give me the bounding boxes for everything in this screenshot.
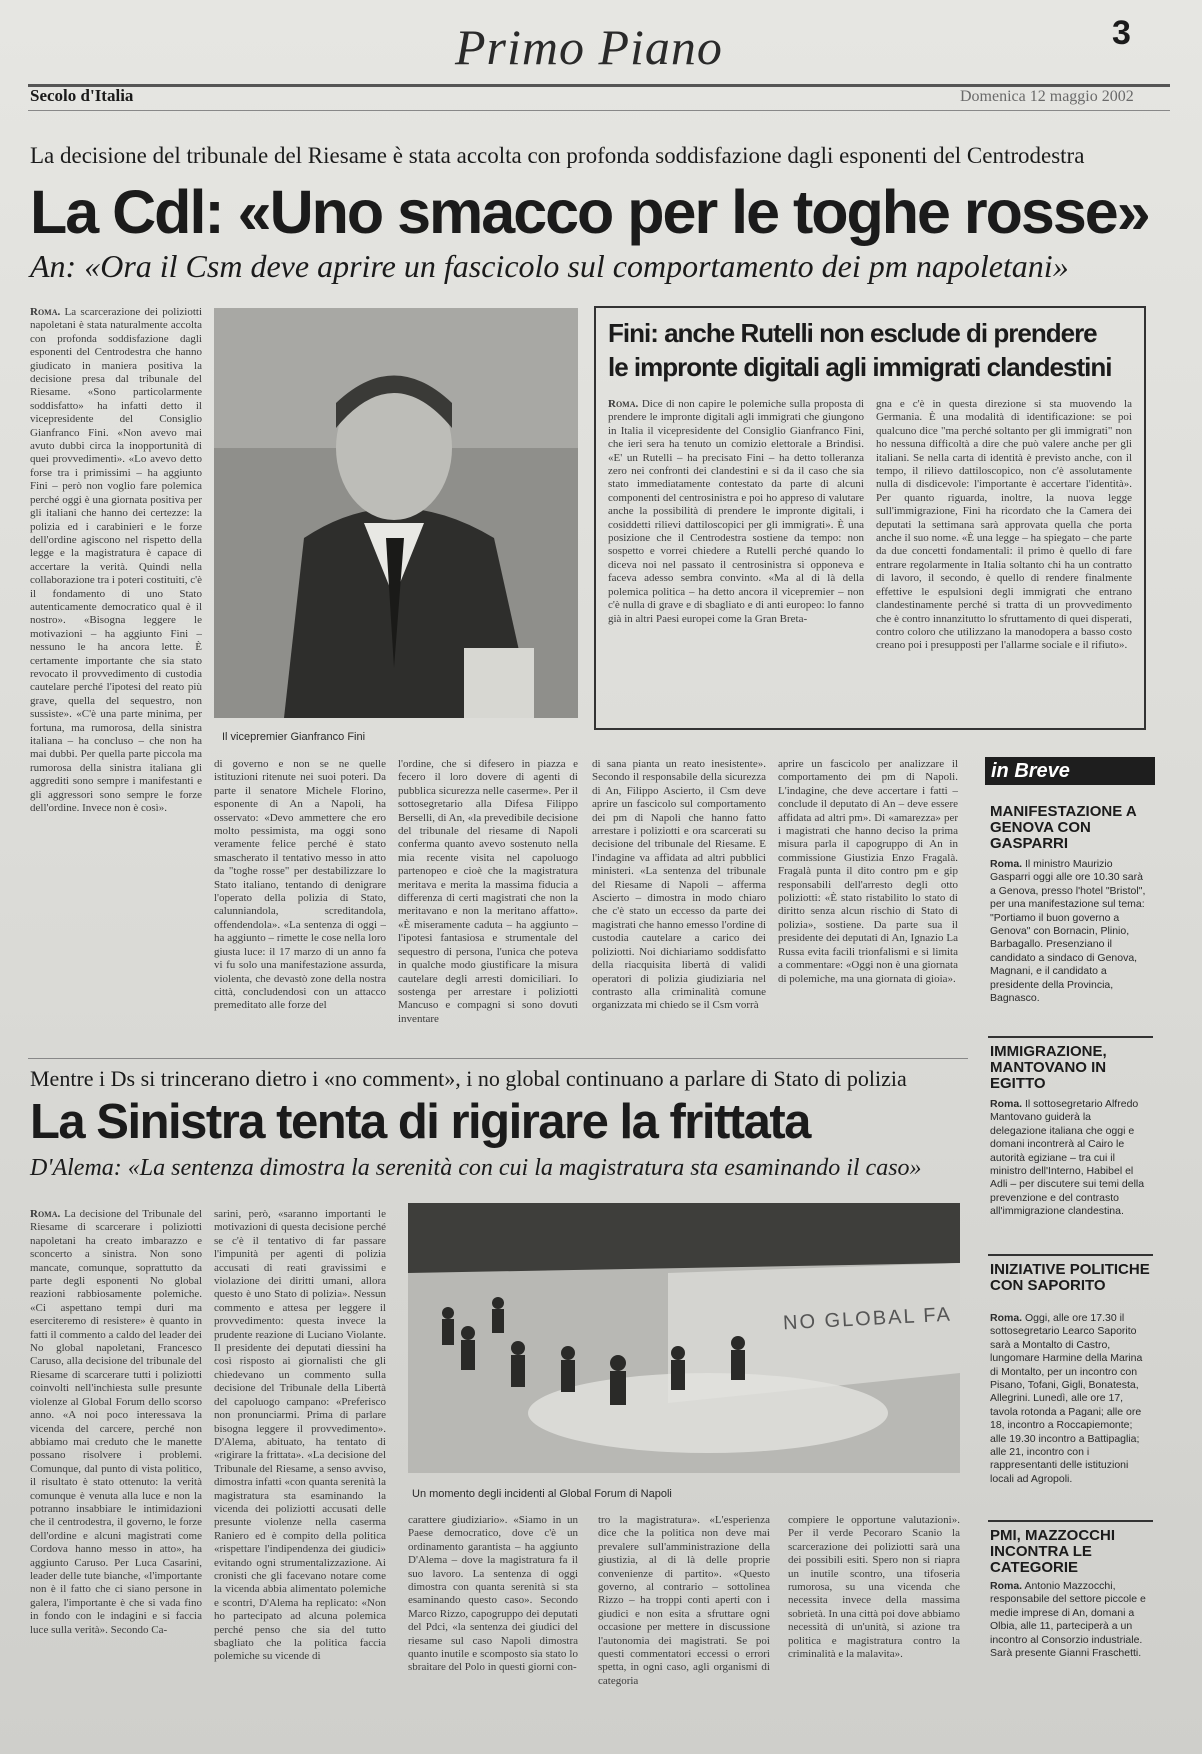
page-number: 3 [1112, 14, 1131, 52]
brief-title-2: IMMIGRAZIONE, MANTOVANO IN EGITTO [990, 1043, 1107, 1092]
banner-text: NO GLOBAL FA [782, 1303, 953, 1335]
box-column-2 [876, 398, 1132, 716]
brief-title-3: INIZIATIVE POLITICHE CON SAPORITO [990, 1261, 1150, 1294]
second-story-rule [28, 1058, 968, 1059]
issue-date: Domenica 12 maggio 2002 [960, 88, 1134, 105]
second-subhead: D'Alema: «La sentenza dimostra la serenità con cui la magistratura sta esaminando il caso» [30, 1155, 922, 1181]
brief-text-1 [990, 858, 1150, 1028]
lead-col1-text: La scarcerazione dei poliziotti napoletani è stata naturalmente accolta con profonda soddisfazione dagli esponenti del Centrodestra che hanno giudicato in maniera positiva la decisione presa dal tribunale del Riesame. «Sono particolarmente soddisfatto» ha infatti detto il vicepresidente del Consiglio Gianfranco Fini. «Non avevo mai avuto dubbi circa la inopportunità di quei provvedimenti». «Lo avevo detto forse tra i primissimi – ha aggiunto Fini – però non voglio fare polemica perché oggi è una giornata positiva per gli italiani che hanno dei certezze: la polizia ed i carabinieri e le forze dell'ordine agiscono nel rispetto della legge e la magistratura è capace di accertare la verità. Quindi nella collaborazione tra i poteri costituiti, c'è il fondamento di uno Stato autenticamente democratico qual è il nostro». «Bisogna leggere le motivazioni – ha aggiunto Fini – nessuno le ha ancora lette. È certamente importante che sia stato revocato il provvedimento di custodia cautelare perché l'ipotesi del reato più grave, quella del sequestro, non sussiste». «C'è una parte minima, per fortuna, ma rumorosa, della sinistra italiana – ha concluso – che non ha mai dubbi. Per quella parte piccola ma rumorosa della sinistra italiana gli aggrediti sono sempre i manifestanti e gli aggressori sono sempre le forze dell'ordine. Invece non è così». [30, 306, 202, 815]
riot-photo [408, 1203, 960, 1473]
brief-dateline-1: Roma. [990, 858, 1023, 870]
brief-rule-3 [988, 1520, 1153, 1522]
paper-name: Secolo d'Italia [30, 86, 134, 105]
masthead-rule [28, 84, 1170, 87]
second-column-5 [788, 1514, 960, 1738]
brief-dateline-3: Roma. [990, 1312, 1023, 1324]
lead-kicker: La decisione del tribunale del Riesame è stata accolta con profonda soddisfazione dagli esponenti del Centrodestra [30, 143, 1085, 168]
second-column-4 [598, 1514, 770, 1738]
brief-dateline-2: Roma. [990, 1098, 1023, 1110]
brief-text-4 [990, 1580, 1150, 1730]
lead-col5-text: di sana pianta un reato inesistente». Secondo il responsabile della sicurezza di An, Filippo Ascierto, il Csm deve aprire un fascicolo sul comportamento dei pm di Napoli che hanno fatto arrestare i poliziotti e ora scarcerati su decisione del tribunale del Riesame. E l'indagine va affidata ad altri pubblici ministeri. «La sentenza del tribunale del Riesame di Napoli – afferma Ascierto – dimostra in modo chiaro che c'è stato un eccesso da parte dei magistrati che hanno emesso l'ordine di custodia cautelare a carico dei poliziotti. Noi dichiariamo soddisfatto della riacquisita libertà di validi operatori di polizia giudiziaria nel contrasto alla criminalità comune organizzata mi chiedo se il Csm vorrà [592, 758, 766, 1012]
riot-photo-caption: Un momento degli incidenti al Global Forum di Napoli [412, 1488, 672, 1500]
second-col4-text: tro la magistratura». «L'esperienza dice che la politica non deve mai prevalere sull'amministrazione della giustizia, al di là delle proprie convenienze di partito». «Questo governo, al contrario – sottolinea Rizzo – ha troppi conti aperti con i giudici e non esita a sfruttare ogni occasione per mettere in discussione l'autonomia dei magistrati. Se poi questi commentatori eccessi o errori spetta, in ogni caso, agli organismi di categoria [598, 1514, 770, 1687]
second-kicker: Mentre i Ds si trincerano dietro i «no comment», i no global continuano a parlare di Stato di polizia [30, 1066, 907, 1091]
lead-subhead: An: «Ora il Csm deve aprire un fascicolo sul comportamento dei pm napoletani» [30, 248, 1069, 284]
second-column-2 [214, 1208, 386, 1738]
brief-body-1: Il ministro Maurizio Gasparri oggi alle ore 10.30 sarà a Genova, presso l'hotel "Bristol", per una manifestazione sul tema: "Portiamo il buon governo a Genova" con Bornacin, Plinio, Barbagallo. Presenziano il candidato a sindaco di Genova, Magnani, e il candidato a presidente della Provincia, Bagnasco. [990, 858, 1146, 1005]
brief-body-3: Oggi, alle ore 17.30 il sottosegretario Learco Saporito sarà a Montalto di Castro, lungomare Harmine della Marina di Montalto, per un incontro con Pisano, Tofani, Gigli, Bonatesta, Allegrini. Lunedì, alle ore 17, tavola rotonda a Pagani; alle ore 18, incontro a Roccapiemonte; alle 19.30 incontro a Battipaglia; alle 21, incontro con i rappresentanti delle istituzioni locali ad Agropoli. [990, 1312, 1143, 1485]
brief-text-2 [990, 1098, 1150, 1248]
second-headline: La Sinistra tenta di rigirare la frittata [30, 1095, 810, 1149]
brief-title-4: PMI, MAZZOCCHI INCONTRA LE CATEGORIE [990, 1527, 1115, 1576]
lead-col4-text: l'ordine, che si difesero in piazza e fecero il loro dovere di agenti di pubblica sicurezza nelle caserme». Per il sottosegretario alla Difesa Filippo Berselli, di An, «la prevedibile decisione del tribunale del riesame di Napoli conferma quanto avevo sostenuto nella mia recente visita nel capoluogo partenopeo e cioè che la magistratura meritava e merita la massima fiducia a differenza di certi magistrati che non la meritavano e non la meritano affatto». «È miseramente caduta – ha aggiunto – l'ipotesi fantasiosa e strumentale del sequestro di persona, l'unica che poteva in qualche modo giustificare la misura cautelare degli arresti domiciliari. Io sostenga per arrestare i poliziotti Mancuso e compagni si sono dovuti inventare [398, 758, 578, 1025]
second-col5-text: compiere le opportune valutazioni». Per il verde Pecoraro Scanio la scarcerazione dei poliziotti sarà una dei possibili esiti. Spero non si riapra un inutile scontro, una tifoseria rumorosa, su una vicenda che necessita invece della massima sobrietà. In una città poi dove abbiamo necessità di un'unità, si azione tra politica e magistratura contro la criminalità e la malavita». [788, 1514, 960, 1661]
second-col2-text: sarini, però, «saranno importanti le motivazioni di questa decisione perché se c'è il tentativo di far passare l'impunità per agenti di polizia accusati di reati gravissimi e violazione dei diritti umani, allora questo è uno Stato di polizia». Nessun commento e attesa per leggere il provvedimento: questa invece la prudente reazione di Luciano Violante. Il presidente dei deputati diessini ha così risposto ai giornalisti che gli chiedevano un commento sulla decisione del Tribunale della Libertà del capoluogo campano: «Preferisco non pronunciarmi. Prima di parlare bisogna leggere il provvedimento». D'Alema, abituato, ha tentato di «rigirare la frittata». «La decisione del Tribunale del Riesame, a senso avviso, dimostra infatti «con quanta serenità la magistratura sta esaminando la vicenda dei poliziotti accusati delle presunte violenze nella caserma Raniero ed è compito della politica «rispettare l'indipendenza dei giudici» evitando ogni strumentalizzazione. Ai cronisti che gli facevano notare come la vicenda abbia alimentato polemiche e scontri, D'Alema ha replicato: «Non ho partecipato ad alcuna polemica perché penso che sia del tutto sbagliato che la politica faccia polemiche su vicende di [214, 1208, 386, 1663]
box-title-line-1: Fini: anche Rutelli non esclude di prendere [608, 318, 1097, 348]
fini-photo-caption: Il vicepremier Gianfranco Fini [222, 731, 366, 743]
second-col3-text: carattere giudiziario». «Siamo in un Paese democratico, dove c'è un ordinamento garantista – ha aggiunto D'Alema – dove la magistratura fa il suo lavoro. La sentenza di oggi dimostra con quanta serenità si sta esaminando questo caso». Secondo Marco Rizzo, capogruppo dei deputati del Pdci, «la sentenza dei giudici del riesame sul caso Napoli dimostra quanto inutile e scomposto sia stato lo sbraitare del Polo in questi giorni con- [408, 1514, 578, 1674]
lead-column-1 [30, 306, 202, 1048]
lead-column-5 [592, 758, 766, 1048]
brief-text-3 [990, 1312, 1150, 1512]
riot-illustration [408, 1203, 960, 1473]
lead-column-6 [778, 758, 958, 1048]
section-title: Primo Piano [455, 19, 723, 75]
second-col1-text: La decisione del Tribunale del Riesame di scarcerare i poliziotti napoletani ha creato imbarazzo e sconcerto a sinistra. Non sono mancate, comunque, soprattutto da parte degli esponenti No global reazioni rabbiosamente polemiche. «Ci aspettano tempi duri ma eserciteremo di resistere» è quanto in fatti il commento a caldo del leader dei No global napoletani, Francesco Caruso, alla decisione del tribunale del Riesame di scarcerare tutti i poliziotti coinvolti nell'inchiesta sulle presunte violenze al Global Forum dello scorso anno. «A noi poco interessava la vicenda del carcere, perché non abbiamo mai creduto che le manette possano risolvere i problemi. Comunque, dal punto di vista politico, il risultato è stato ottenuto: la verità comunque è venuta alla luce e non la potranno insabbiare le intimidazioni che il centrodestra, il governo, le forze dell'ordine e alcuni magistrati come Cordova hanno messo in atto», ha aggiunto Caruso. Per Luca Casarini, leader delle tute bianche, «l'importante non è il fatto che ci siano persone in galera, l'importante è che si vada fino in fondo con le indagini e si faccia luce sulla verità». Secondo Ca- [30, 1208, 202, 1636]
box-story [594, 306, 1146, 730]
lead-column-3 [214, 758, 386, 1048]
brief-body-2: Il sottosegretario Alfredo Mantovano guiderà la delegazione italiana che oggi e domani incontrerà al Cairo le autorità egiziane – tra cui il ministro dell'Interno, Habibel el Adli – per discutere sui temi della prevenzione e del contrasto all'immigrazione clandestina. [990, 1098, 1145, 1218]
brief-title-1: MANIFESTAZIONE A GENOVA CON GASPARRI [990, 803, 1137, 852]
lead-col6-text: aprire un fascicolo per analizzare il comportamento dei pm di Napoli. L'indagine, che deve accertare i fatti – conclude il deputato di An – deve essere affidata ad altri pm». Di «amarezza» per i magistrati che hanno deciso la prima misura parla il capogruppo di An in commissione Giustizia Enzo Fragalà. Fragalà punta il dito contro pm e gip responsabili dell'arresto degli otto poliziotti: «È stato ristabilito lo stato di diritto senza alcun rischio di Stato di polizia», sostiene. Da parte sua il presidente dei deputati di An, Ignazio La Russa evita facili trionfalismi e si limita a commentare: «Oggi non è una giornata di polemiche, ma una giornata di gioia». [778, 758, 958, 985]
box-column-1 [608, 398, 864, 716]
masthead-rule-2 [28, 110, 1170, 111]
box-dateline: Roma. [608, 398, 639, 410]
brief-body-4: Antonio Mazzocchi, responsabile del settore piccole e medie imprese di An, domani a Olbia, alle 11, parteciperà a un incontro al Consorzio industriale. Sarà presente Gianni Fraschetti. [990, 1580, 1146, 1660]
dateline: Roma. [30, 306, 61, 318]
second-column-3 [408, 1514, 578, 1738]
fini-photo [214, 308, 578, 718]
second-column-1 [30, 1208, 202, 1738]
lead-col3-text: di governo e non se ne quelle istituzioni ritenute nei suoi poteri. Da parte il senatore Michele Florino, esponente di An a Napoli, ha osservato: «Devo ammettere che ero molto pessimista, ma oggi sono veramente felice perché è stato smascherato il tentativo messo in atto da "toghe rosse" per destabilizzare lo Stato italiano, tentando di denigrare l'operato della polizia di Stato, calunniandola, screditandola, offendendola». «La sentenza di oggi – ha aggiunto – rimette le cose nella loro giusta luce: il 17 marzo di un anno fa vi fu solo una manifestazione assurda, violenta, che devastò zone della nostra città, concludendosi con un attacco premeditato alle forze del [214, 758, 386, 1012]
in-breve-label: in Breve [985, 757, 1155, 785]
second-dateline: Roma. [30, 1208, 61, 1220]
brief-dateline-4: Roma. [990, 1580, 1023, 1592]
portrait-illustration [214, 308, 578, 718]
lead-column-4 [398, 758, 578, 1048]
brief-rule-2 [988, 1254, 1153, 1256]
brief-rule-1 [988, 1036, 1153, 1038]
lead-headline: La Cdl: «Uno smacco per le toghe rosse» [30, 178, 1149, 246]
box-col2-text: gna e c'è in questa direzione si sta muovendo la Germania. È una modalità di identificazione: se poi qualcuno dice "ma perché soltanto per gli immigrati" non ho nessuna difficoltà a dire che può valere anche per gli italiani. Se nella carta di identità è previsto anche, con il tempo, il rilievo dattiloscopico, non c'è assolutamente nulla di disdicevole: l'importante è accertare l'identità». Per quanto riguarda, inoltre, la nuova legge sull'immigrazione, Fini ha ricordato che la Camera dei deputati la settimana sarà approvata quella che porta anche il suo nome. «È una legge – ha spiegato – che parte da due concetti fondamentali: il primo è quello di fare entrare regolarmente in Italia soltanto chi ha un contratto di lavoro, il secondo, è quello di rendere finalmente effettive le espulsioni degli immigrati che entrano clandestinamente perché si tratta di un provvedimento che è contro innanzitutto lo sfruttamento di quei disperati, contro coloro che utilizzano la manodopera a basso costo creano poi i presupposti per l'allarme sociale e il rifiuto». [876, 398, 1132, 652]
box-col1-text: Dice di non capire le polemiche sulla proposta di prendere le impronte digitali agli immigrati che giungono in Italia il vicepresidente del Consiglio Gianfranco Fini, che ieri sera ha tenuto un comizio elettorale a Brindisi. «E' un Rutelli – ha precisato Fini – ha detto tolleranza zero nei confronti dei clandestini e si da il caso che sia stato immediatamente contestato da parte di alcuni componenti del centrosinistra e poi ho appreso di valutare anche la possibilità di prendere le impronte digitali, i cosiddetti rilievi dattiloscopici per gli immigrati». È una posizione che il Centrodestra sostiene da tempo: non sospetto e vorrei chiedere a Rutelli perché quando lo diceva noi nel passato il centrosinistra si opponeva e faceva adesso sembra convinto. «Ma al di là della polemica politica – ha detto ancora il vicepremier – non c'è nulla di grave e di sbagliato e di anti europeo: lo fanno già in altri Paesi europei come la Gran Breta- [608, 398, 864, 625]
box-title-line-2: le impronte digitali agli immigrati clandestini [608, 352, 1112, 382]
